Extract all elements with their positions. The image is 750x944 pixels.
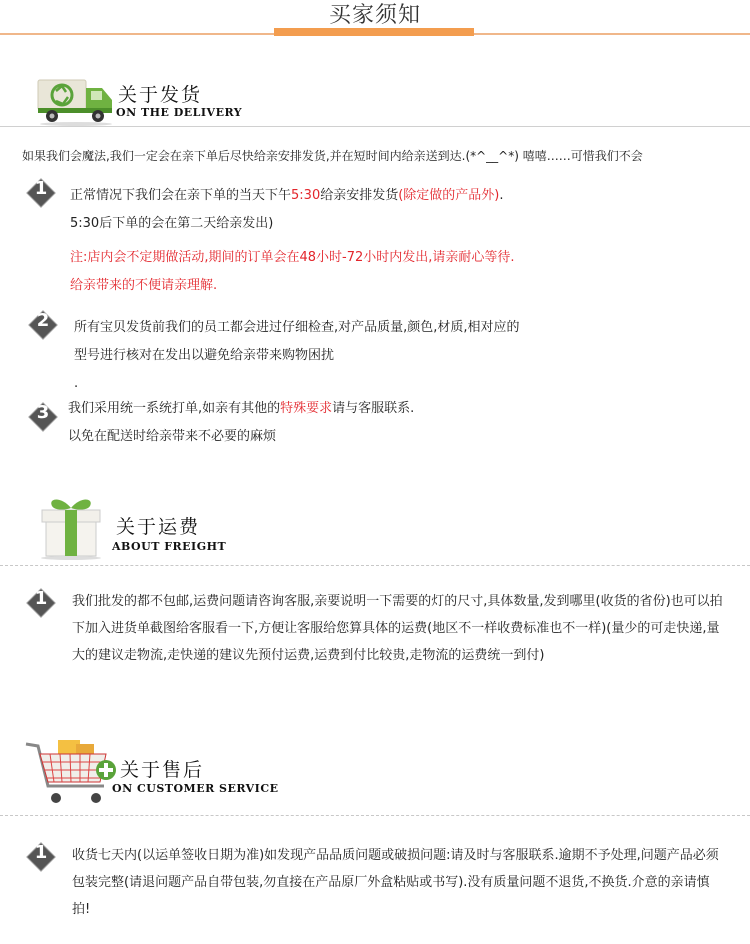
gift-box-icon xyxy=(36,494,106,560)
badge-number: 1 xyxy=(34,588,48,609)
freight-section-subtitle: ABOUT FREIGHT xyxy=(112,540,227,553)
text-highlight: (除定做的产品外) xyxy=(398,188,500,203)
badge-number: 3 xyxy=(36,402,50,423)
service-item1-text: 收货七天内(以运单签收日期为准)如发现产品品质问题或破损问题:请及时与客服联系.逾期不予处理,问题产品必须包装完整(请退问题产品自带包装,勿直接在产品原厂外盒粘贴或书写).没有质量问题不退货,不换货.介意的亲请慎拍! xyxy=(72,848,719,917)
freight-divider xyxy=(0,565,750,566)
delivery-item3-line1 xyxy=(68,399,414,419)
delivery-section-subtitle: ON THE DELIVERY xyxy=(116,106,243,119)
badge-number: 2 xyxy=(36,310,50,331)
text: 给亲安排发货 xyxy=(320,188,399,203)
delivery-item2-line1: 所有宝贝发货前我们的员工都会进过仔细检查,对产品质量,颜色,材质,相对应的 xyxy=(74,320,520,335)
delivery-section-title: 关于发货 xyxy=(118,84,203,106)
delivery-item1-line1 xyxy=(70,186,504,206)
delivery-item2-dot: . xyxy=(74,376,79,391)
number-badge-icon xyxy=(26,400,56,430)
freight-item1-text: 我们批发的都不包邮,运费问题请咨询客服,亲要说明一下需要的灯的尺寸,具体数量,发到哪里(收货的省份)也可以拍下加入进货单截图给客服看一下,方便让客服给您算具体的运费(地区不一样收费标准也不一样)(量少的可走快递,量大的建议走物流,走快递的建议先预付运费,运费到付比较贵,走物流的运费统一到付) xyxy=(72,594,723,663)
delivery-item1-note1: 注:店内会不定期做活动,期间的订单会在48小时-72小时内发出,请亲耐心等待. xyxy=(70,250,515,265)
delivery-item3-line2: 以免在配送时给亲带来不必要的麻烦 xyxy=(68,429,277,444)
shopping-cart-icon xyxy=(24,738,120,810)
text: 我们采用统一系统打单,如亲有其他的 xyxy=(68,401,281,416)
number-badge-icon xyxy=(24,176,54,206)
delivery-item1-line2: 5:30后下单的会在第二天给亲发出) xyxy=(70,216,274,231)
text: 正常情况下我们会在亲下单的当天下午 xyxy=(70,188,292,203)
number-badge-icon xyxy=(24,586,54,616)
service-divider xyxy=(0,815,750,816)
text-highlight: 5:30 xyxy=(291,188,321,203)
number-badge-icon xyxy=(26,308,56,338)
delivery-item2-line2: 型号进行核对在发出以避免给亲带来购物困扰 xyxy=(74,348,335,363)
page-header xyxy=(0,0,750,40)
delivery-intro: 如果我们会魔法,我们一定会在亲下单后尽快给亲安排发货,并在短时间内给亲送到达.(*^__^*) 嘻嘻……可惜我们不会 xyxy=(22,149,643,163)
delivery-truck-icon xyxy=(36,72,116,126)
delivery-item1-note2: 给亲带来的不便请亲理解. xyxy=(70,278,218,293)
service-section-subtitle: ON CUSTOMER SERVICE xyxy=(112,782,279,795)
delivery-divider xyxy=(0,126,750,127)
text: . xyxy=(499,188,504,203)
number-badge-icon xyxy=(24,840,54,870)
badge-number: 1 xyxy=(34,842,48,863)
freight-section-title: 关于运费 xyxy=(116,516,201,538)
header-accent-bar xyxy=(274,28,474,36)
service-section-title: 关于售后 xyxy=(120,759,205,781)
text: 请与客服联系. xyxy=(332,401,415,416)
badge-number: 1 xyxy=(34,178,48,199)
page-title: 买家须知 xyxy=(328,3,421,28)
text-highlight: 特殊要求 xyxy=(280,401,333,416)
